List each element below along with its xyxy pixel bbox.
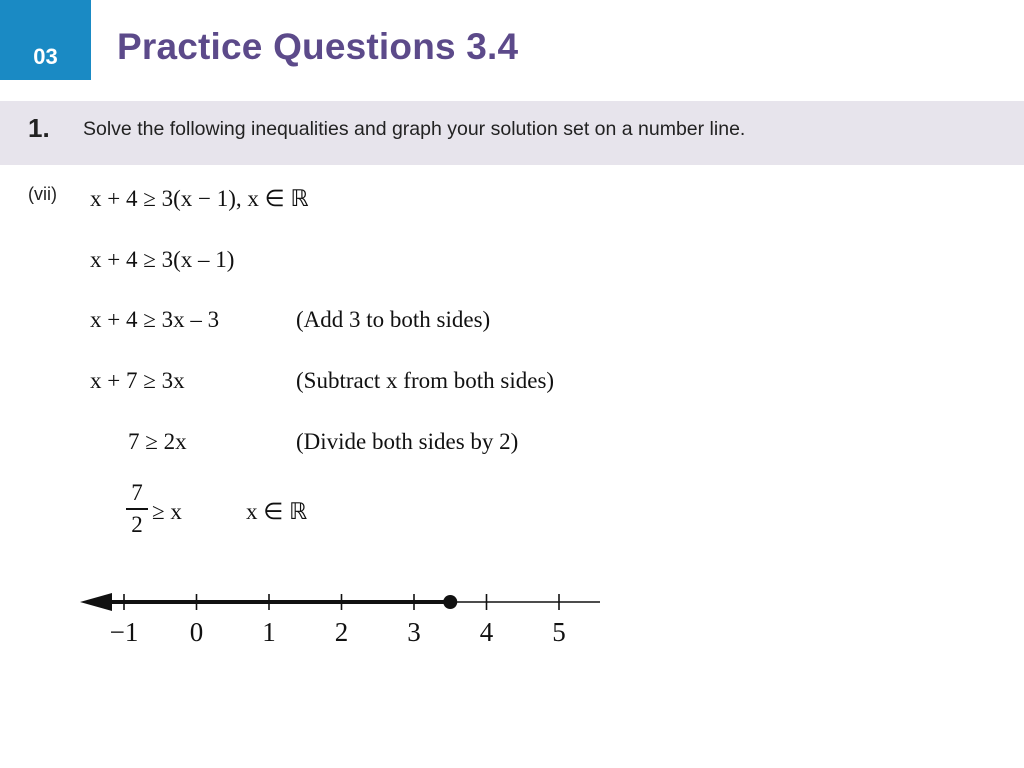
final-fraction — [126, 480, 148, 538]
step-3-expression: x + 7 ≥ 3x — [90, 368, 185, 393]
part-label: (vii) — [28, 184, 57, 204]
question-number: 1. — [28, 113, 50, 143]
step-4-expression: 7 ≥ 2x — [128, 429, 187, 454]
left-arrow-icon — [80, 593, 112, 611]
tick-label: 0 — [189, 617, 204, 647]
number-line — [78, 585, 618, 655]
step-3-note: (Subtract x from both sides) — [296, 368, 555, 393]
tick-label: 4 — [479, 617, 494, 647]
final-relation: ≥ x — [152, 499, 182, 524]
tick-label: −1 — [109, 617, 139, 647]
solution-point — [443, 595, 457, 609]
section-number-tab: 03 — [0, 0, 91, 80]
page-title: Practice Questions 3.4 — [117, 26, 519, 67]
fraction-denominator: 2 — [131, 511, 143, 537]
step-1-expression: x + 4 ≥ 3(x – 1) — [90, 247, 235, 272]
fraction-numerator: 7 — [131, 480, 143, 505]
tick-label: 3 — [407, 617, 421, 647]
problem-statement: x + 4 ≥ 3(x − 1), x ∈ ℝ — [90, 186, 309, 211]
tick-label: 2 — [334, 617, 349, 647]
step-2-note: (Add 3 to both sides) — [296, 307, 491, 332]
step-2-expression: x + 4 ≥ 3x – 3 — [90, 307, 220, 332]
tick-label: 5 — [552, 617, 566, 647]
fraction-bar — [126, 508, 148, 510]
step-4-note: (Divide both sides by 2) — [296, 429, 519, 454]
tick-label: 1 — [262, 617, 276, 647]
question-instruction: Solve the following inequalities and graph your solution set on a number line. — [83, 118, 746, 140]
final-domain: x ∈ ℝ — [246, 499, 308, 524]
